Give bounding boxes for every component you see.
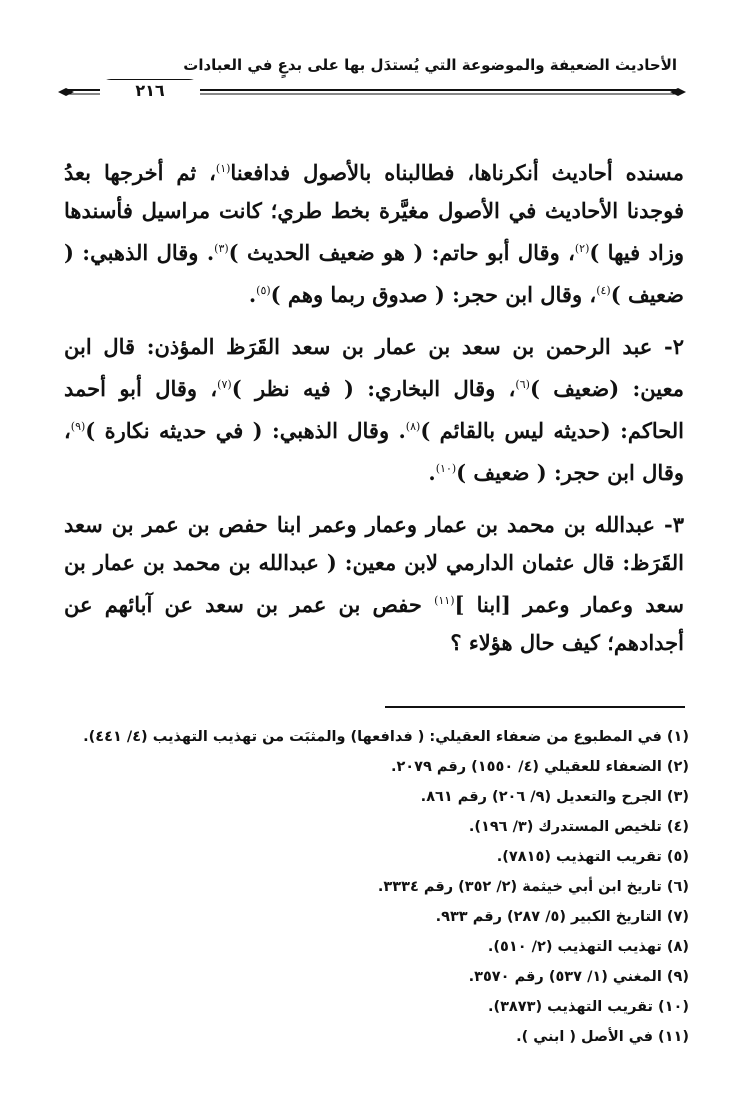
paragraph-2 (64, 328, 684, 492)
text-run: ٢- عبد الرحمن بن سعد بن عمار بن سعد القَرَظ المؤذن: قال ابن معين: (ضعيف ) (64, 334, 684, 401)
text-run: مسنده أحاديث أنكرناها، فطالبناه بالأصول فدافعنا (230, 160, 684, 185)
page-number: ٢١٦ (100, 80, 200, 102)
text-run: ، وقال ابن حجر: ( ضعيف ) (64, 418, 684, 485)
paragraph-1 (64, 150, 684, 314)
footnote-item: (١١) في الأصل ( ابني ). (516, 1029, 689, 1045)
text-run: . وقال الذهبي: ( في حديثه نكارة ) (85, 418, 406, 443)
text-run: ، وقال أبو أحمد الحاكم: (حديثه ليس بالقائم ) (64, 376, 685, 443)
text-run: ، وقال أبو حاتم: ( هو ضعيف الحديث ) (228, 240, 575, 265)
footnote-ref[interactable]: (١٠) (435, 462, 457, 475)
text-run: ٣- عبدالله بن محمد بن عمار وعمار وعمر ابنا حفص بن عمر بن سعد القَرَظ: قال عثمان الدارمي لابن معين: ( عبدالله بن محمد بن عمار بن سعد وعمار وعمر [ابنا ] (64, 512, 684, 617)
footnote-ref[interactable]: (٤) (596, 284, 611, 297)
text-run: . وقال الذهبي: ( ضعيف ) (64, 240, 684, 307)
footnote-ref[interactable]: (٨) (405, 420, 421, 433)
main-text (64, 150, 684, 676)
text-run: . (428, 460, 436, 485)
footnote-ref[interactable]: (١) (215, 162, 231, 175)
footnote-ref[interactable]: (٥) (256, 284, 271, 297)
footnote-item: (٣) الجرح والتعديل (٩/ ٢٠٦) رقم ٨٦١. (420, 789, 689, 805)
footnote-ref[interactable]: (٦) (515, 378, 530, 391)
footnote-item: (٥) تقريب التهذيب (٧٨١٥). (496, 849, 689, 865)
footnote-item: (٩) المغني (١/ ٥٣٧) رقم ٣٥٧٠. (468, 969, 689, 985)
footnote-item: (١٠) تقريب التهذيب (٣٨٧٣). (487, 999, 689, 1015)
footnote-item: (٦) تاريخ ابن أبي خيثمة (٢/ ٣٥٢) رقم ٣٣٣٤. (377, 879, 689, 895)
footnote-ref[interactable]: (٢) (574, 242, 590, 255)
footnote-item: (٤) تلخيص المستدرك (٣/ ١٩٦). (468, 819, 689, 835)
footnote-ref[interactable]: (٣) (214, 242, 229, 255)
text-run: ، وقال البخاري: ( فيه نظر ) (231, 376, 516, 401)
footnote-ref[interactable]: (٧) (217, 378, 232, 391)
footnote-ref[interactable]: (٩) (70, 420, 86, 433)
running-header-title: الأحاديث الضعيفة والموضوعة التي يُستدَل بها على بدعٍ في العبادات (183, 56, 677, 74)
footnote-item: (٧) التاريخ الكبير (٥/ ٢٨٧) رقم ٩٣٣. (435, 909, 689, 925)
text-run: ، ثم أخرجها بعدُ فوجدنا الأحاديث في الأصول مغيَّرة بخط طري؛ كانت مراسيل فأسندها وزاد فيها ) (64, 160, 684, 265)
footnote-ref[interactable]: (١١) (434, 594, 455, 607)
text-run: ، وقال ابن حجر: ( صدوق ربما وهم ) (270, 282, 597, 307)
footnote-separator (385, 706, 685, 708)
footnote-item: (١) في المطبوع من ضعفاء العقيلي: ( فدافعها) والمثبَت من تهذيب التهذيب (٤/ ٤٤١). (83, 729, 689, 745)
text-run: حفص بن عمر بن سعد عن آبائهم عن أجدادهم؛ كيف حال هؤلاء ؟ (64, 592, 684, 655)
footnote-item: (٨) تهذيب التهذيب (٢/ ٥١٠). (487, 939, 689, 955)
text-run: . (248, 282, 257, 307)
footnote-item: (٢) الضعفاء للعقيلي (٤/ ١٥٥٠) رقم ٢٠٧٩. (390, 759, 689, 775)
paragraph-3 (64, 506, 684, 662)
footnotes (69, 722, 689, 1052)
